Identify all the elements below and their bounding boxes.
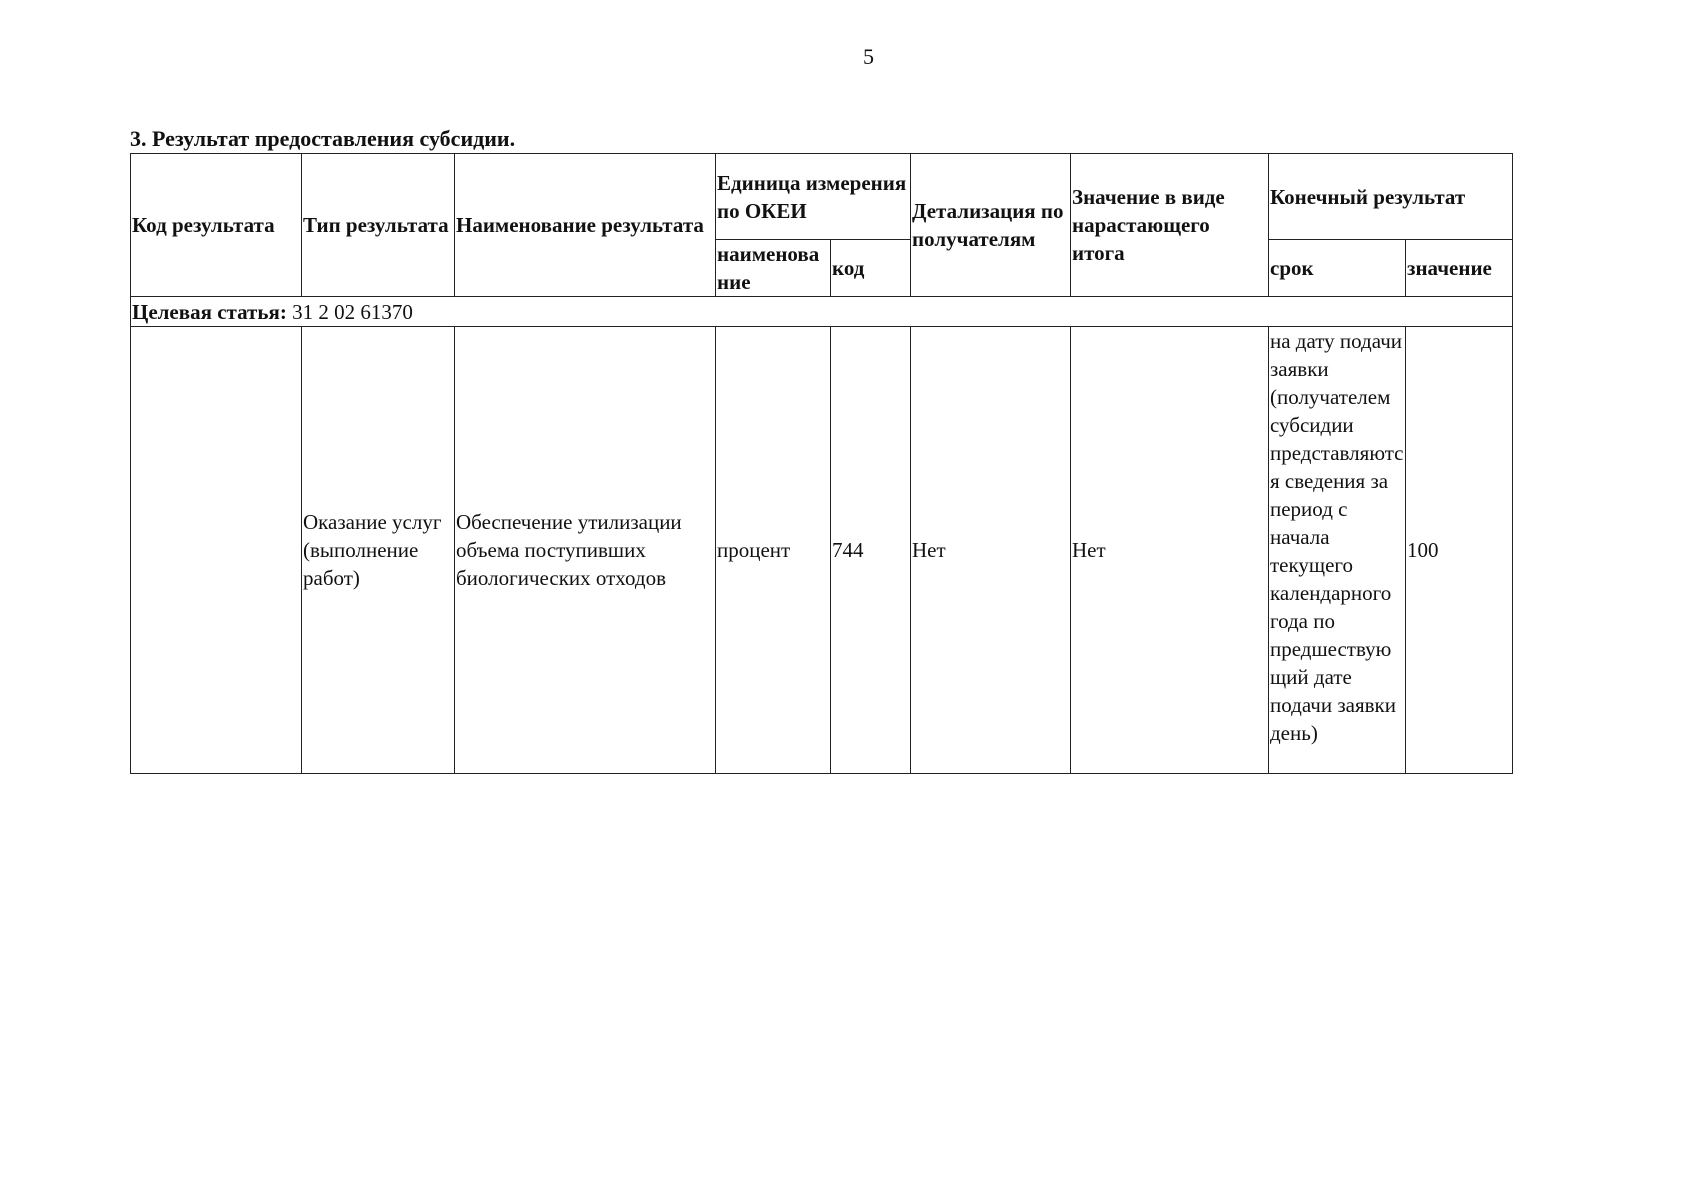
section-title: 3. Результат предоставления субсидии. — [130, 126, 516, 151]
header-result-code: Код результата — [131, 154, 302, 297]
cell-cumulative-value: Нет — [1071, 327, 1269, 774]
header-final-result: Конечный результат — [1269, 154, 1513, 240]
header-result-type: Тип результата — [302, 154, 455, 297]
table-row — [131, 327, 1513, 774]
cell-result-type: Оказание услуг (выполнение работ) — [302, 327, 455, 774]
target-article-row — [131, 297, 1513, 327]
cell-final-term: на дату подачи заявки (получателем субсидии представляются сведения за период с начала текущего календарного года по предшествующий дате подачи заявки день) — [1269, 327, 1406, 774]
cell-final-value: 100 — [1406, 327, 1513, 774]
header-detail-by-recipients: Детализация по получателям — [911, 154, 1071, 297]
header-okei-name: наименование — [716, 240, 831, 297]
header-result-name: Наименование результата — [455, 154, 716, 297]
cell-okei-code: 744 — [831, 327, 911, 774]
header-final-value: значение — [1406, 240, 1513, 297]
header-okei-code: код — [831, 240, 911, 297]
results-table — [130, 153, 1513, 774]
target-article-cell — [131, 297, 1513, 327]
header-row-top — [131, 154, 1513, 240]
page-number: 5 — [863, 44, 874, 69]
target-article-code: 31 2 02 61370 — [292, 299, 413, 324]
header-okei-unit: Единица измерения по ОКЕИ — [716, 154, 911, 240]
header-cumulative-value: Значение в виде нарастающего итога — [1071, 154, 1269, 297]
cell-result-code — [131, 327, 302, 774]
target-article-label: Целевая статья: — [132, 299, 287, 324]
cell-detail-by-recipients: Нет — [911, 327, 1071, 774]
header-final-term: срок — [1269, 240, 1406, 297]
cell-okei-name: процент — [716, 327, 831, 774]
cell-result-name: Обеспечение утилизации объема поступивших биологических отходов — [455, 327, 716, 774]
